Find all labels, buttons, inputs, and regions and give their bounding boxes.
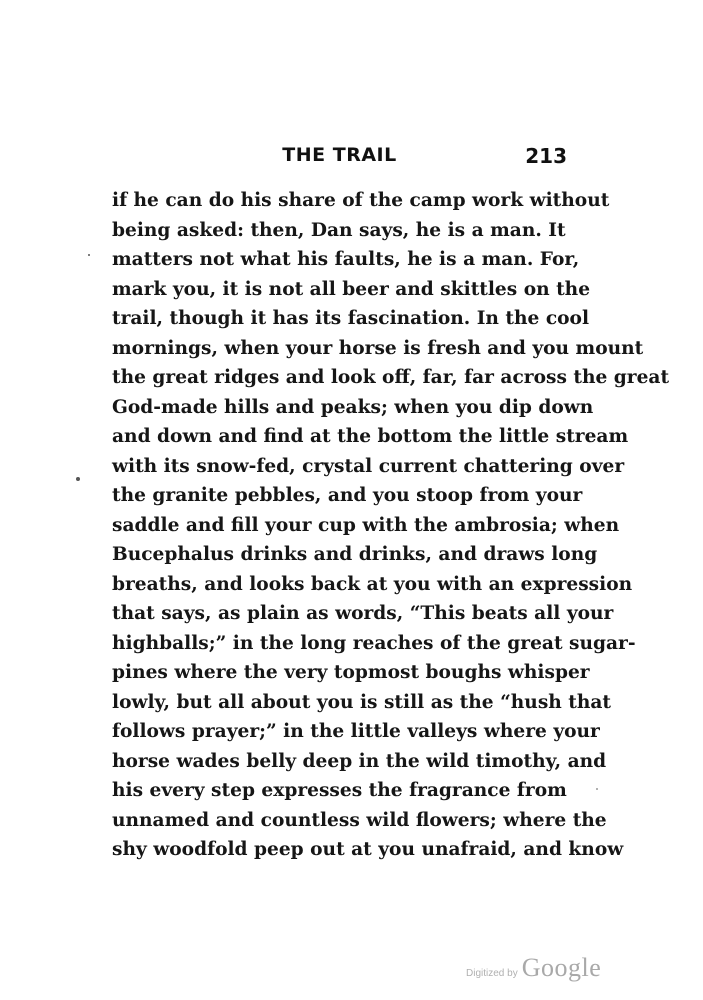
text-line: highballs;” in the long reaches of the great sugar- xyxy=(112,632,636,654)
text-line: and down and find at the bottom the little stream xyxy=(112,426,629,447)
text-line: his every step expresses the fragrance from xyxy=(112,780,567,801)
page-number: 213 xyxy=(525,144,567,168)
text-line: saddle and fill your cup with the ambrosia; when xyxy=(112,514,620,536)
scan-speck xyxy=(76,477,80,481)
text-line: horse wades belly deep in the wild timothy, and xyxy=(112,750,607,772)
text-line: mark you, it is not all beer and skittles on the xyxy=(112,278,591,300)
text-line: the great ridges and look off, far, far across the great xyxy=(112,367,670,388)
google-logo: Google xyxy=(521,953,602,982)
watermark-prefix: Digitized by xyxy=(466,968,518,979)
body-text xyxy=(112,186,670,865)
text-line: Bucephalus drinks and drinks, and draws long xyxy=(112,544,598,565)
text-line: God-made hills and peaks; when you dip down xyxy=(112,396,594,418)
digitized-watermark xyxy=(466,953,601,985)
scan-speck xyxy=(596,788,598,790)
text-line: shy woodfold peep out at you unafraid, and know xyxy=(112,839,624,860)
text-line: the granite pebbles, and you stoop from your xyxy=(112,485,583,506)
text-line: lowly, but all about you is still as the “hush that xyxy=(112,691,612,713)
text-line: follows prayer;” in the little valleys where your xyxy=(112,721,600,742)
running-title: THE TRAIL xyxy=(282,144,397,166)
running-head xyxy=(112,144,567,170)
scan-speck xyxy=(88,254,90,256)
text-line: that says, as plain as words, “This beats all your xyxy=(112,603,614,624)
text-line: unnamed and countless wild flowers; where the xyxy=(112,809,607,831)
text-line: trail, though it has its fascination. In the cool xyxy=(112,308,590,329)
text-line: if he can do his share of the camp work without xyxy=(112,190,610,211)
text-line: being asked: then, Dan says, he is a man. It xyxy=(112,219,566,241)
text-line: mornings, when your horse is fresh and you mount xyxy=(112,337,644,359)
text-line: pines where the very topmost boughs whisper xyxy=(112,662,590,683)
text-line: breaths, and looks back at you with an expression xyxy=(112,573,633,595)
text-line: with its snow-fed, crystal current chattering over xyxy=(112,455,625,477)
text-line: matters not what his faults, he is a man. For, xyxy=(112,249,580,270)
